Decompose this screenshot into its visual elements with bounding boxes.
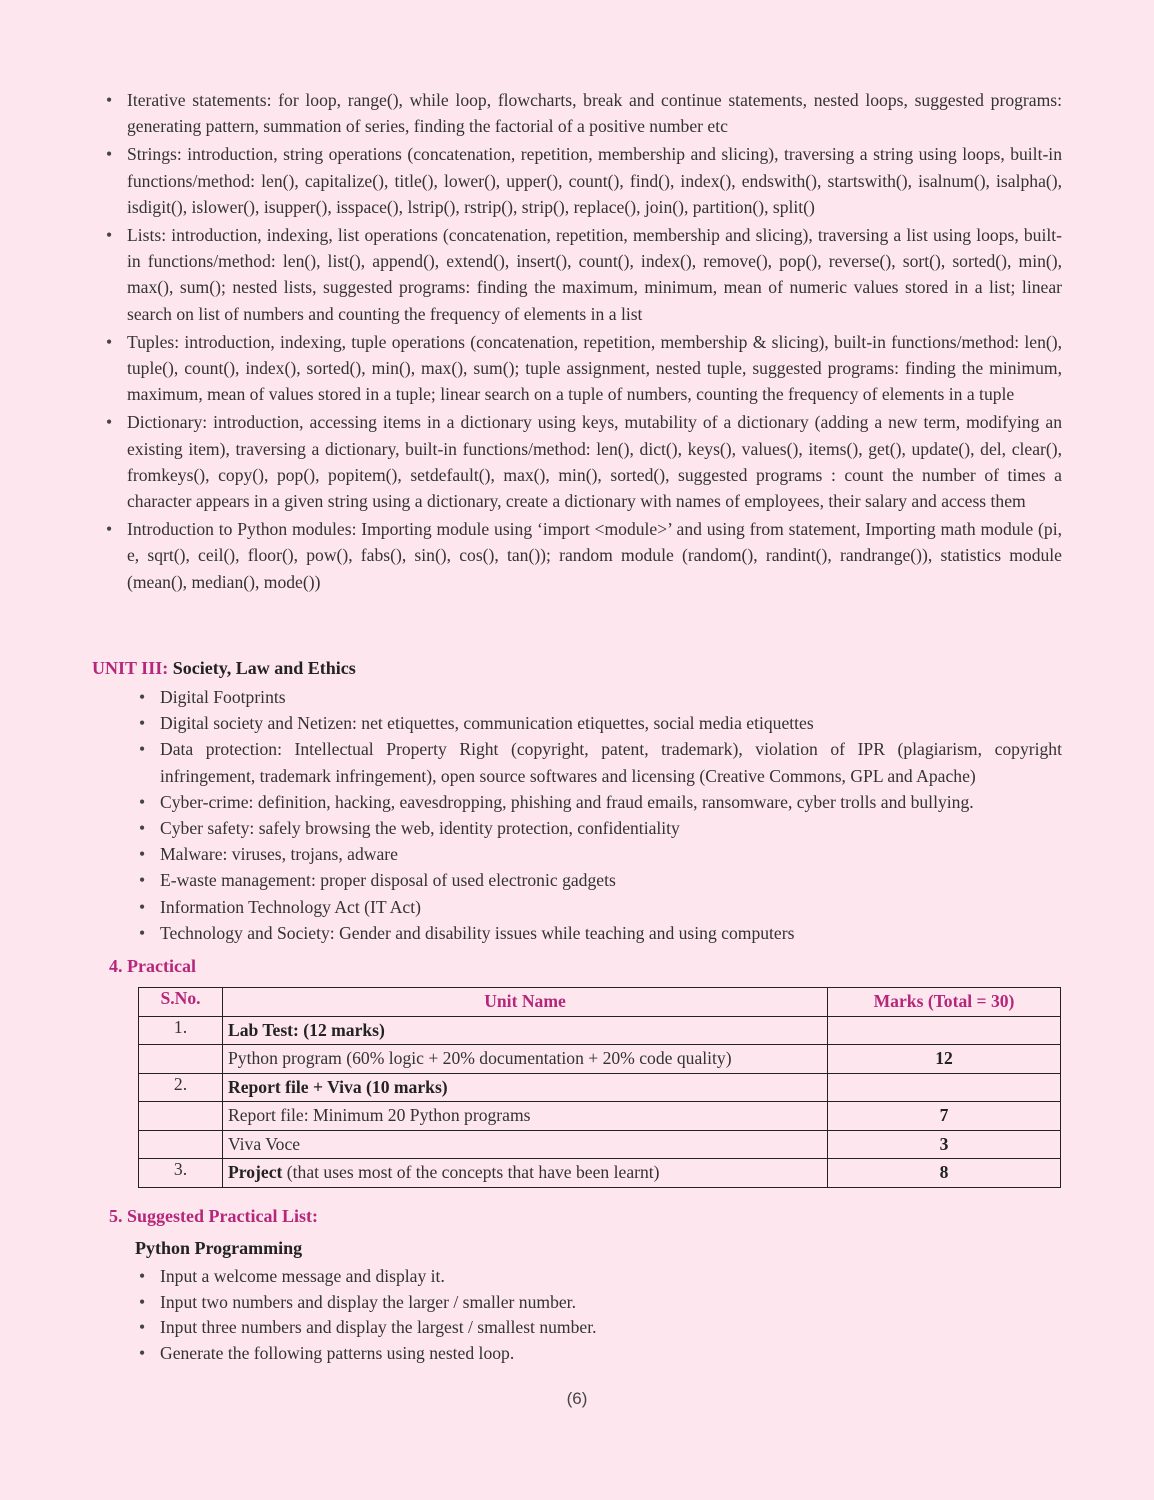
python-topics-list [106, 87, 1062, 597]
cell-marks: 12 [828, 1045, 1061, 1074]
cell-unit [223, 1159, 828, 1188]
unit3-heading [92, 658, 356, 679]
practical-heading: 4. Practical [109, 956, 196, 976]
cell-unit: Lab Test: (12 marks) [223, 1016, 828, 1045]
list-item: • Malware: viruses, trojans, adware [139, 841, 1062, 867]
header-marks: Marks (Total = 30) [828, 988, 1061, 1017]
list-item: • Cyber-crime: definition, hacking, eavesdropping, phishing and fraud emails, ransomware, cyber trolls and bullying. [139, 789, 1062, 815]
table-row [139, 1073, 1061, 1102]
list-item: • E-waste management: proper disposal of used electronic gadgets [139, 867, 1062, 893]
table-row [139, 1016, 1061, 1045]
table-header-row [139, 988, 1061, 1017]
cell-unit: Report file + Viva (10 marks) [223, 1073, 828, 1102]
cell-unit: Viva Voce [223, 1130, 828, 1159]
list-item: • Data protection: Intellectual Property Right (copyright, patent, trademark), violation of IPR (plagiarism, copyright infringement, trademark infringement), open source softwares and licensing (Creative Commons, GPL and Apache) [139, 736, 1062, 788]
python-programming-subheading: Python Programming [135, 1238, 303, 1258]
table-row [139, 1130, 1061, 1159]
cell-marks: 3 [828, 1130, 1061, 1159]
suggested-programs-list [139, 1264, 1039, 1366]
page-number: (6) [566, 1389, 588, 1408]
unit3-label: UNIT III: [92, 658, 169, 678]
list-item: • Dictionary: introduction, accessing items in a dictionary using keys, mutability of a dictionary (adding a new term, modifying an existing item), traversing a dictionary, built-in functions/method: len(), dict(), keys(), values(), items(), get(), update(), del, clear(), fromkeys(), copy(), pop(), popitem(), setdefault(), max(), min(), sorted(), suggested programs : count the number of times a character appears in a given string using a dictionary, create a dictionary with names of employees, their salary and access them [106, 409, 1062, 514]
suggested-practical-heading: 5. Suggested Practical List: [109, 1206, 318, 1226]
cell-marks: 8 [828, 1159, 1061, 1188]
header-sno: S.No. [139, 988, 223, 1017]
list-item: • Strings: introduction, string operations (concatenation, repetition, membership and slicing), traversing a string using loops, built-in functions/method: len(), capitalize(), title(), lower(), upper(), count(), find(), index(), endswith(), startswith(), isalnum(), isalpha(), isdigit(), islower(), isupper(), isspace(), lstrip(), rstrip(), strip(), replace(), join(), partition(), split() [106, 141, 1062, 220]
cell-sno [139, 1130, 223, 1159]
unit3-topics-list [139, 684, 1062, 946]
cell-unit-rest: (that uses most of the concepts that have been learnt) [282, 1162, 660, 1183]
cell-sno: 2. [139, 1073, 223, 1102]
unit3-title: Society, Law and Ethics [168, 658, 356, 678]
list-item: • Cyber safety: safely browsing the web, identity protection, confidentiality [139, 815, 1062, 841]
table-row [139, 1102, 1061, 1131]
cell-marks [828, 1073, 1061, 1102]
list-item: • Digital Footprints [139, 684, 1062, 710]
cell-marks [828, 1016, 1061, 1045]
cell-sno: 3. [139, 1159, 223, 1188]
list-item: • Iterative statements: for loop, range(), while loop, flowcharts, break and continue statements, nested loops, suggested programs: generating pattern, summation of series, finding the factorial of a positive number etc [106, 87, 1062, 139]
cell-unit: Report file: Minimum 20 Python programs [223, 1102, 828, 1131]
header-unit-name: Unit Name [223, 988, 828, 1017]
list-item: • Introduction to Python modules: Importing module using ‘import <module>’ and using from statement, Importing math module (pi, e, sqrt(), ceil(), floor(), pow(), fabs(), sin(), cos(), tan()); random module (random(), randint(), randrange()), statistics module (mean(), median(), mode()) [106, 516, 1062, 595]
list-item: • Digital society and Netizen: net etiquettes, communication etiquettes, social media etiquettes [139, 710, 1062, 736]
list-item: • Input three numbers and display the largest / smallest number. [139, 1315, 1039, 1341]
table-row [139, 1159, 1061, 1188]
list-item: • Information Technology Act (IT Act) [139, 894, 1062, 920]
cell-unit-bold: Project [228, 1162, 283, 1183]
list-item: • Lists: introduction, indexing, list operations (concatenation, repetition, membership and slicing), traversing a list using loops, built-in functions/method: len(), list(), append(), extend(), insert(), count(), index(), remove(), pop(), reverse(), sort(), sorted(), min(), max(), sum(); nested lists, suggested programs: finding the maximum, minimum, mean of numeric values stored in a list; linear search on list of numbers and counting the frequency of elements in a list [106, 222, 1062, 327]
practical-marks-table [138, 987, 1061, 1188]
cell-sno [139, 1045, 223, 1074]
cell-unit: Python program (60% logic + 20% documentation + 20% code quality) [223, 1045, 828, 1074]
list-item: • Technology and Society: Gender and disability issues while teaching and using computers [139, 920, 1062, 946]
cell-marks: 7 [828, 1102, 1061, 1131]
cell-sno: 1. [139, 1016, 223, 1045]
list-item: • Generate the following patterns using nested loop. [139, 1341, 1039, 1367]
list-item: • Tuples: introduction, indexing, tuple operations (concatenation, repetition, membership & slicing), built-in functions/method: len(), tuple(), count(), index(), sorted(), min(), max(), sum(); tuple assignment, nested tuple, suggested programs: finding the minimum, maximum, mean of values stored in a tuple; linear search on a tuple of numbers, counting the frequency of elements in a tuple [106, 329, 1062, 408]
cell-sno [139, 1102, 223, 1131]
table-row [139, 1045, 1061, 1074]
list-item: • Input two numbers and display the larger / smaller number. [139, 1290, 1039, 1316]
list-item: • Input a welcome message and display it. [139, 1264, 1039, 1290]
